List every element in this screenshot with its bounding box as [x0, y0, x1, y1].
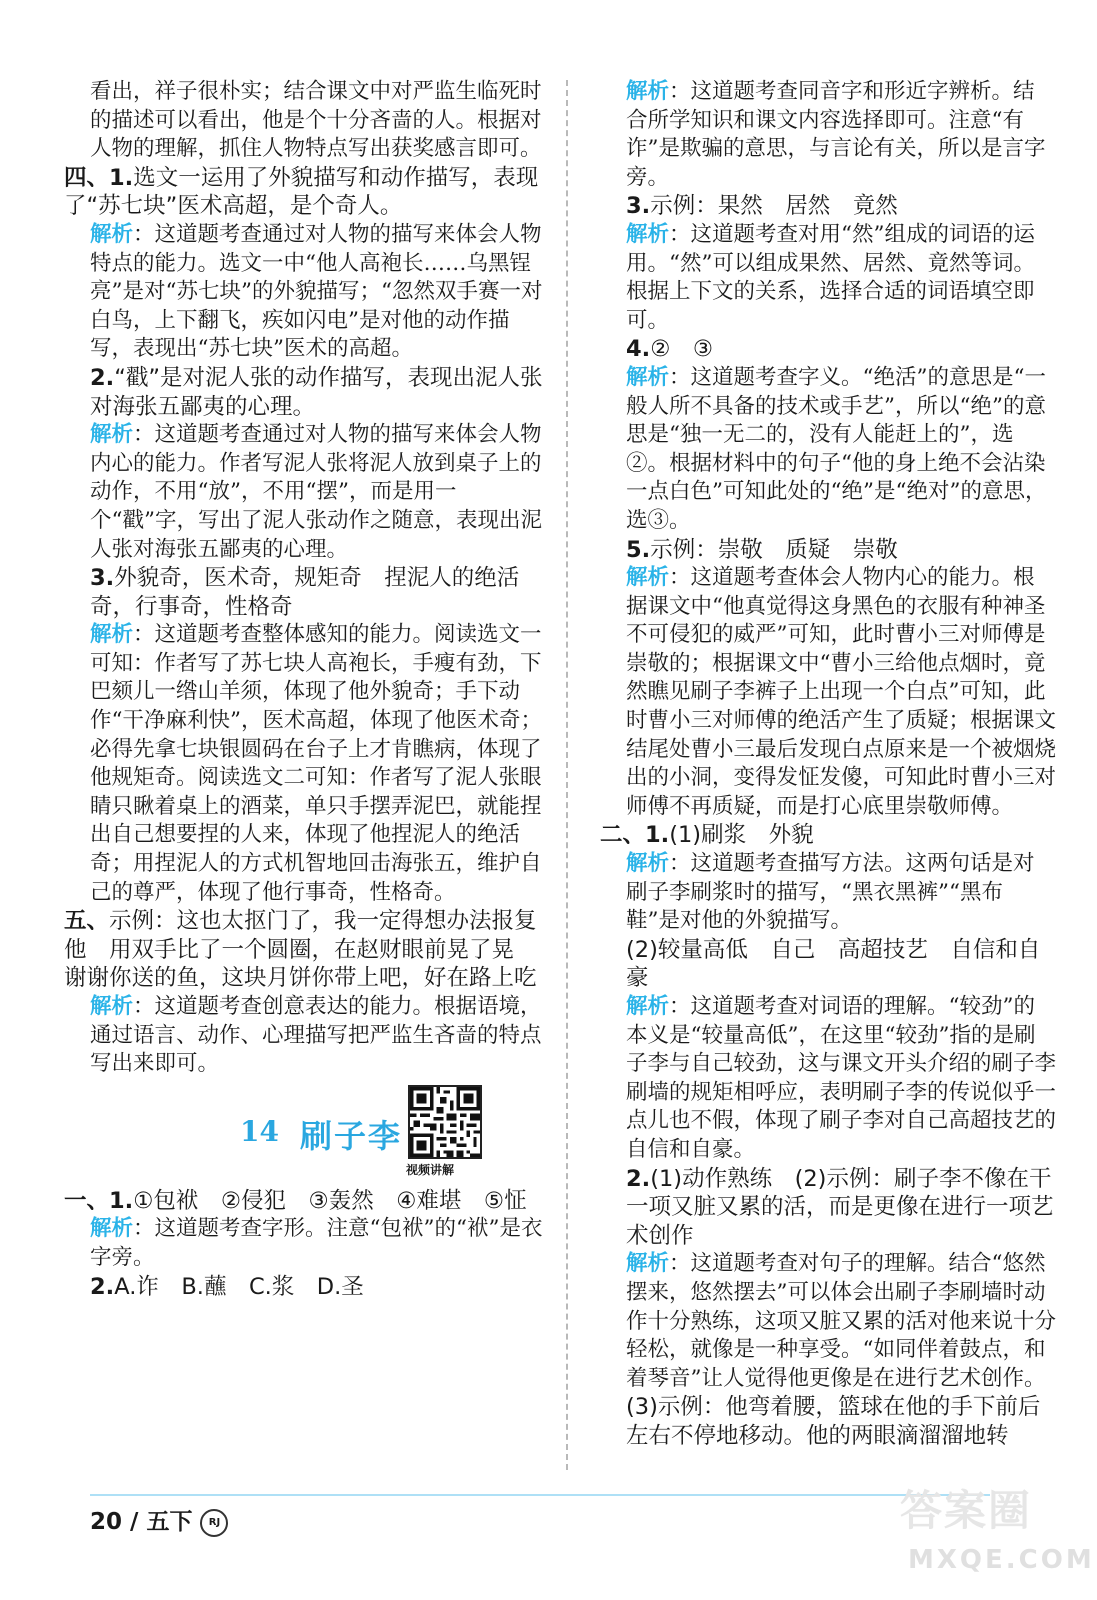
footer-rule	[90, 1494, 990, 1496]
analysis-text: ：这道题考查整体感知的能力。阅读选文一可知：作者写了苏七块人高袍长，手瘦有劲，下巴颏儿一绺山羊须，体现了他外貌奇；手下动作“干净麻利快”，医术高超，体现了他医术奇；必得先拿七块银圆码在台子上才肯瞧病，体现了他规矩奇。阅读选文二可知：作者写了泥人张眼睛只瞅着桌上的酒菜，单只手摆弄泥巴，就能捏出自己想要捏的人来，体现了他捏泥人的绝活奇；用捏泥人的方式机智地回击海张五，维护自己的尊严，体现了他行事奇，性格奇。	[90, 622, 542, 905]
analysis-paragraph	[626, 1250, 1056, 1393]
lesson-number: 14	[240, 1114, 279, 1148]
analysis-text: ：这道题考查通过对人物的描写来体会人物内心的能力。作者写泥人张将泥人放到桌子上的动作，不用“放”，不用“摆”，而是用一个“戳”字，写出了泥人张动作之随意，表现出泥人张对海张五鄙夷的心理。	[90, 422, 542, 562]
answer-text: ①包袱 ②侵犯 ③轰然 ④难堪 ⑤怔	[133, 1187, 527, 1214]
question-4	[626, 335, 1056, 364]
analysis-text: ：这道题考查字形。注意“包袱”的“袱”是衣字旁。	[90, 1216, 543, 1270]
question-1-2	[90, 1273, 548, 1302]
question-number: 1.	[109, 164, 134, 191]
analysis-paragraph	[626, 78, 1056, 192]
left-column	[64, 78, 548, 1301]
answer-text: (2)较量高低 自己 高超技艺 自信和自豪	[626, 936, 1041, 992]
analysis-tag: 解析	[626, 221, 670, 247]
lesson-title: 刷子李	[300, 1116, 403, 1155]
analysis-text: ：这道题考查对用“然”组成的词语的运用。“然”可以组成果然、居然、竟然等词。根据上下文的关系，选择合适的词语填空即可。	[626, 221, 1036, 333]
answer-text: 示例：崇敬 质疑 崇敬	[650, 536, 898, 563]
analysis-text: ：这道题考查体会人物内心的能力。根据课文中“他真觉得这身黑色的衣服有种神圣不可侵犯的威严”可知，此时曹小三对师傅是崇敬的；根据课文中“曹小三给他点烟时，竟然瞧见刷子李裤子上出现一个白点”可知，此时曹小三对师傅的绝活产生了质疑；根据课文结尾处曹小三最后发现白点原来是一个被烟烧出的小洞，变得发怔发傻，可知此时曹小三对师傅不再质疑，而是打心底里崇敬师傅。	[626, 565, 1057, 819]
analysis-tag: 解析	[626, 1251, 670, 1277]
analysis-paragraph	[90, 1215, 548, 1272]
question-number: 1.	[645, 822, 670, 849]
analysis-paragraph	[90, 421, 548, 564]
section-label: 一、	[64, 1187, 110, 1214]
question-1-1	[64, 1187, 548, 1216]
answer-text: 选文一运用了外貌描写和动作描写，表现了“苏七块”医术高超，是个奇人。	[64, 164, 539, 220]
analysis-tag: 解析	[626, 79, 670, 104]
watermark-url: MXQE.COM	[908, 1545, 1095, 1575]
analysis-tag: 解析	[90, 622, 134, 648]
analysis-tag: 解析	[626, 364, 670, 390]
section-label: 四、	[64, 164, 110, 191]
analysis-tag: 解析	[90, 221, 134, 247]
answer-text: 看出，祥子很朴实；结合课文中对严监生临死时的描述可以看出，他是个十分吝啬的人。根据对人物的理解，抓住人物特点写出获奖感言即可。	[90, 79, 542, 162]
answer-text: A.诈 B.蘸 C.浆 D.圣	[114, 1273, 364, 1300]
answer-text: ② ③	[650, 336, 714, 363]
section-label: 二、	[600, 822, 646, 849]
analysis-tag: 解析	[90, 422, 134, 448]
question-number: 4.	[626, 336, 651, 363]
question-number: 2.	[626, 1165, 651, 1192]
analysis-text: ：这道题考查描写方法。这两句话是对刷子李刷浆时的描写，“黑衣黑裤”“黑布鞋”是对他的外貌描写。	[626, 851, 1035, 934]
analysis-paragraph	[626, 564, 1056, 821]
question-number: 5.	[626, 536, 651, 563]
column-divider	[566, 80, 568, 1470]
edition-badge-icon: RJ	[200, 1509, 228, 1537]
analysis-tag: 解析	[626, 994, 670, 1019]
analysis-paragraph	[626, 993, 1056, 1165]
question-3	[626, 192, 1056, 221]
analysis-paragraph	[626, 850, 1056, 936]
answer-text: (3)示例：他弯着腰，篮球在他的手下前后左右不停地移动。他的两眼滴溜溜地转	[626, 1394, 1041, 1449]
analysis-text: ：这道题考查创意表达的能力。根据语境，通过语言、动作、心理描写把严监生吝啬的特点写出来即可。	[90, 994, 542, 1077]
grade-label: 五下	[146, 1509, 193, 1535]
answer-text: (1)刷浆 外貌	[669, 822, 814, 849]
analysis-tag: 解析	[90, 994, 134, 1019]
analysis-text: ：这道题考查通过对人物的描写来体会人物特点的能力。选文一中“他人高袍长……乌黑锃亮”是对“苏七块”的外貌描写；“忽然双手赛一对白鸟，上下翻飞，疾如闪电”是对他的动作描写，表现出“苏七块”医术的高超。	[90, 221, 543, 362]
analysis-tag: 解析	[626, 851, 670, 877]
question-5	[64, 907, 548, 993]
answer-text: “戳”是对泥人张的动作描写，表现出泥人张对海张五鄙夷的心理。	[90, 364, 543, 420]
qr-caption: 视频讲解	[406, 1162, 455, 1177]
analysis-text: ：这道题考查字义。“绝活”的意思是“一般人所不具备的技术或手艺”，所以“绝”的意思是“独一无二的，没有人能赶上的”，选②。根据材料中的句子“他的身上绝不会沾染一点白色”可知此处的“绝”是“绝对”的意思，选③。	[626, 364, 1047, 533]
question-4-3	[90, 564, 548, 621]
analysis-text: ：这道题考查对句子的理解。结合“悠然摆来，悠然摆去”可以体会出刷子李刷墙时动作十分熟练，这项又脏又累的活对他来说十分轻松，就像是一种享受。“如同伴着鼓点，和着琴音”让人觉得他更像是在进行艺术创作。	[626, 1251, 1057, 1391]
question-number: 2.	[90, 1273, 115, 1300]
qr-code-icon[interactable]	[408, 1085, 482, 1159]
question-4-1	[64, 164, 548, 221]
question-number: 3.	[90, 565, 115, 592]
analysis-tag: 解析	[90, 1216, 134, 1242]
analysis-paragraph	[90, 993, 548, 1079]
analysis-paragraph	[626, 221, 1056, 335]
page-footer	[90, 1503, 228, 1537]
page-number: 20	[90, 1509, 123, 1535]
analysis-paragraph	[90, 621, 548, 907]
analysis-paragraph	[90, 221, 548, 364]
section-label: 五、	[64, 908, 110, 935]
question-number: 1.	[109, 1187, 134, 1214]
analysis-text: ：这道题考查对词语的理解。“较劲”的本义是“较量高低”，在这里“较劲”指的是刷子李与自己较劲，这与课文开头介绍的刷子李刷墙的规矩相呼应，表明刷子李的传说似乎一点儿也不假，体现了刷子李对自己高超技艺的自信和自豪。	[626, 994, 1057, 1162]
question-2-1	[600, 821, 1056, 850]
analysis-paragraph	[626, 364, 1056, 536]
question-number: 3.	[626, 193, 651, 220]
question-4-2	[90, 364, 548, 421]
analysis-tag: 解析	[626, 565, 670, 591]
analysis-text: ：这道题考查同音字和形近字辨析。结合所学知识和课文内容选择即可。注意“有诈”是欺骗的意思，与言论有关，所以是言字旁。	[626, 79, 1046, 190]
answer-text: (1)动作熟练 (2)示例：刷子李不像在干一项又脏又累的活，而是更像在进行一项艺术创作	[626, 1165, 1054, 1249]
question-5	[626, 536, 1056, 565]
lesson-header	[90, 1085, 548, 1181]
answer-text: 示例：这也太抠门了，我一定得想办法报复他 用双手比了一个圆圈，在赵财眼前晃了晃 谢谢你送的鱼，这块月饼你带上吧，好在路上吃	[64, 908, 537, 992]
question-2-2	[626, 1165, 1056, 1251]
answer-text: 外貌奇，医术奇，规矩奇 捏泥人的绝活奇，行事奇，性格奇	[90, 565, 520, 620]
question-number: 2.	[90, 364, 115, 391]
answer-text: 示例：果然 居然 竟然	[650, 193, 898, 220]
right-column	[600, 78, 1057, 1451]
footer-separator: /	[130, 1509, 147, 1535]
watermark-logo: 答案圈	[900, 1486, 1033, 1535]
